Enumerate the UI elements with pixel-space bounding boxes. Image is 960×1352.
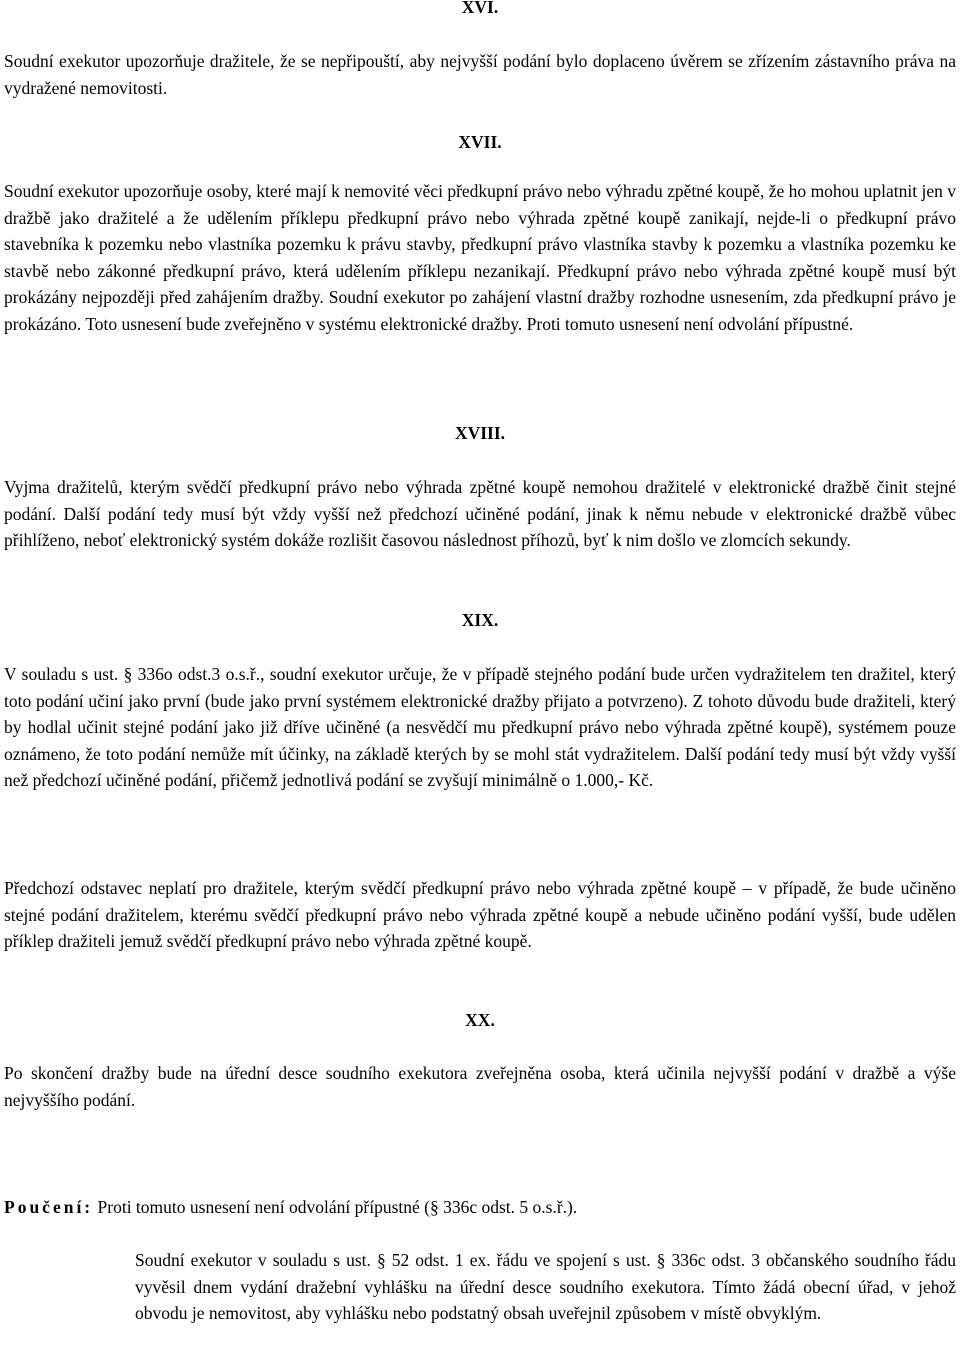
- section-text-xviii: Vyjma dražitelů, kterým svědčí předkupní právo nebo výhrada zpětné koupě nemohou dražitelé v elektronické dražbě činit stejné podání. Další podání tedy musí být vždy vyšší než předchozí učiněné podání, jinak k němu nebude v elektronické dražbě vůbec přihlíženo, neboť elektronický systém dokáže rozlišit časovou následnost příhozů, byť k nim došlo ve zlomcích sekundy.: [4, 477, 956, 550]
- section-text-xix-second: Předchozí odstavec neplatí pro dražitele, kterým svědčí předkupní právo nebo výhrada zpětné koupě – v případě, že bude učiněno stejné podání dražitelem, kterému svědčí předkupní právo nebo výhrada zpětné koupě a nebude učiněno podání vyšší, bude udělen příklep dražiteli jemuž svědčí předkupní právo nebo výhrada zpětné koupě.: [4, 878, 956, 951]
- section-heading-xix: XIX.: [461, 610, 499, 630]
- section-text-xx: Po skončení dražby bude na úřední desce soudního exekutora zveřejněna osoba, která učinila nejvyšší podání v dražbě a výše nejvyššího podání.: [4, 1063, 956, 1110]
- section-heading-xx: XX.: [465, 1010, 495, 1030]
- section-text-xix: V souladu s ust. § 336o odst.3 o.s.ř., soudní exekutor určuje, že v případě stejného podání bude určen vydražitelem ten dražitel, který toto podání učiní jako první (bude jako první systémem elektronické dražby přijato a potvrzeno). Z tohoto důvodu bude dražiteli, který by hodlal učinit stejné podání jako již dříve učiněné (a nesvědčí mu předkupní právo nebo výhrada zpětné koupě), systémem pouze oznámeno, že toto podání nemůže mít účinky, na základě kterých by se mohl stát vydražitelem. Další podání tedy musí být vždy vyšší než předchozí učiněné podání, přičemž jednotlivá podání se zvyšují minimálně o 1.000,- Kč.: [4, 664, 956, 790]
- section-text-xvi: Soudní exekutor upozorňuje dražitele, že se nepřipouští, aby nejvyšší podání bylo doplaceno úvěrem se zřízením zástavního práva na vydražené nemovitosti.: [4, 51, 956, 98]
- section-text-xvii: Soudní exekutor upozorňuje osoby, které mají k nemovité věci předkupní právo nebo výhradu zpětné koupě, že ho mohou uplatnit jen v dražbě jako dražitelé a že udělením příklepu předkupní právo nebo výhrada zpětné koupě zanikají, nejde-li o předkupní právo stavebníka k pozemku nebo vlastníka pozemku k právu stavby, předkupní právo vlastníka stavby k pozemku a vlastníka pozemku ke stavbě nebo zákonné předkupní právo, která udělením příklepu nezanikají. Předkupní právo nebo výhrada zpětné koupě musí být prokázány nejpozději před zahájením dražby. Soudní exekutor po zahájení vlastní dražby rozhodne usnesením, zda předkupní právo je prokázáno. Toto usnesení bude zveřejněno v systému elektronické dražby. Proti tomuto usnesení není odvolání přípustné.: [4, 181, 956, 334]
- section-heading-xvi: XVI.: [461, 0, 499, 17]
- poucenie-label: Poučení:: [4, 1197, 94, 1217]
- signature-block: Soudní exekutor v souladu s ust. § 52 odst. 1 ex. řádu ve spojení s ust. § 336c odst. 3 občanského soudního řádu vyvěsil dnem vydání dražební vyhlášku na úřední desce soudního exekutora. Tímto žádá obecní úřad, v jehož obvodu je nemovitost, aby vyhlášku nebo podstatný obsah uveřejnil způsobem v místě obvyklým.: [135, 1250, 956, 1323]
- poucenie-text: Proti tomuto usnesení není odvolání přípustné (§ 336c odst. 5 o.s.ř.).: [97, 1197, 578, 1217]
- section-heading-xviii: XVIII.: [454, 423, 506, 443]
- poucenie-line: [4, 1194, 956, 1221]
- section-heading-xvii: XVII.: [458, 132, 502, 152]
